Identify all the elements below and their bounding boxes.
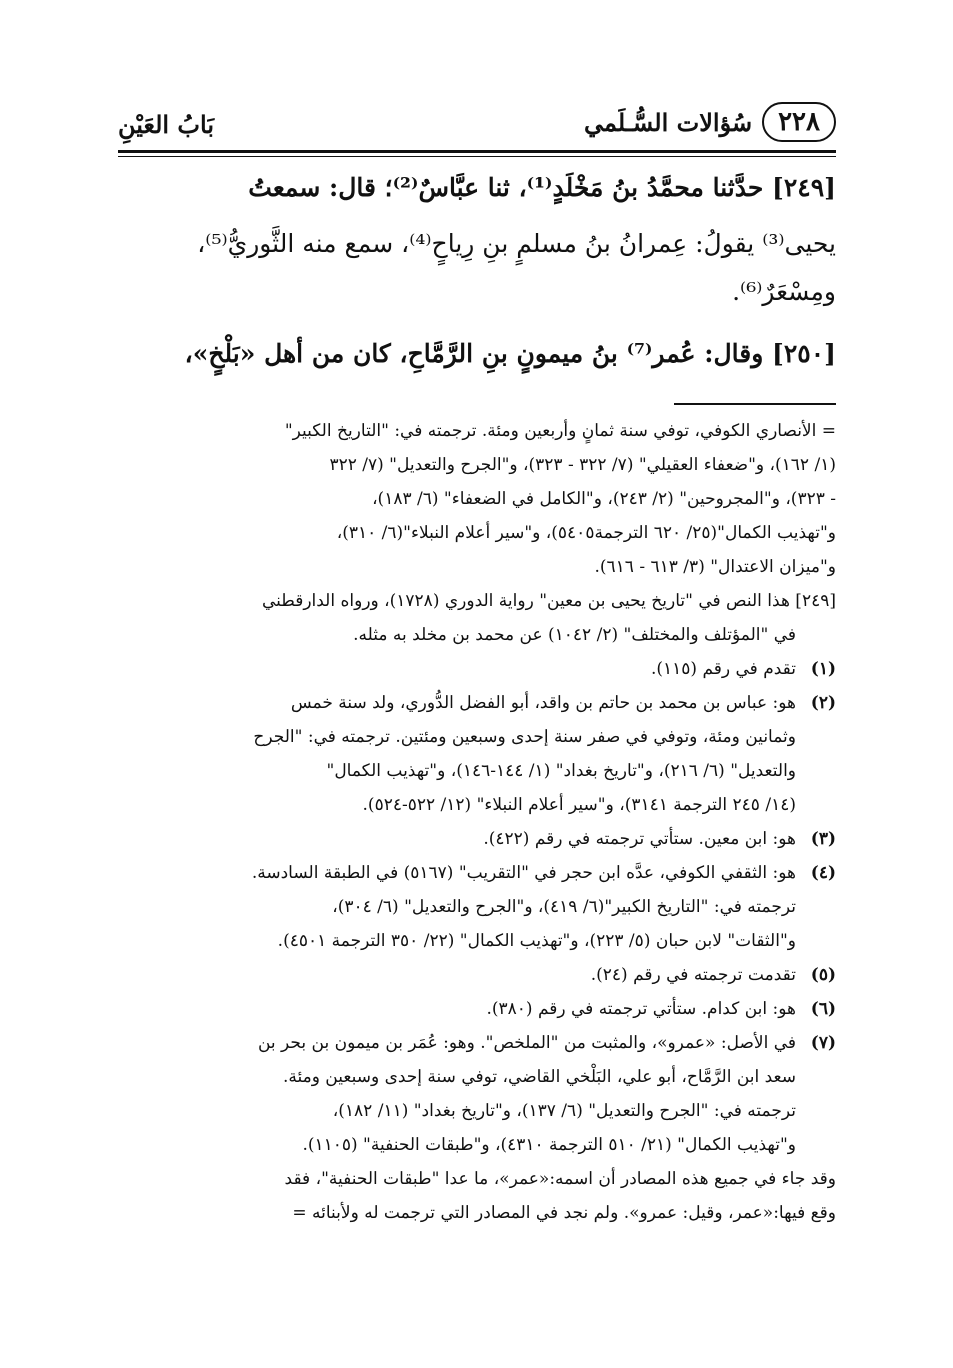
note-line: ترجمته في: "الجرح والتعديل" (٦/ ١٣٧)، و"تاريخ بغداد" (١١/ ١٨٢)، [332,1101,796,1121]
note-line: (١/ ١٦٢)، و"ضعفاء العقيلي" (٧/ ٣٢٢ - ٣٢٣)، و"الجرح والتعديل" (٧/ ٣٢٢ [329,455,836,475]
note-line: تقدم في رقم (١١٥). [650,659,796,679]
footnote-number: (٢) [810,693,836,713]
note-line: وثمانين ومئة، وتوفي في صفر سنة إحدى وسبعين ومئتين. ترجمته في: "الجرح [253,727,796,747]
book-title: سُؤالات السُّـلَمي [584,107,753,137]
section-title: بَابُ العَيْنِ [118,110,215,139]
text-line: يحيى⁽³⁾ يقولُ: عِمرانُ بنُ مسلمٍ بنِ رِياحٍ⁽⁴⁾، سمع منه الثَّوريُّ⁽⁵⁾، [197,229,836,258]
footnote-3 [118,822,836,856]
footnote-6 [118,992,836,1026]
main-text [118,160,836,382]
note-line: تقدمت ترجمته في رقم (٢٤). [590,965,796,985]
header-right-group [584,102,836,142]
text-line: ومِسْعَرٌ⁽⁶⁾. [732,277,836,306]
footnotes [118,414,836,1230]
footnote-2 [118,686,836,822]
note-line: والتعديل" (٦/ ٢١٦)، و"تاريخ بغداد" (١/ ١٤٤-١٤٦)، و"تهذيب الكمال" [326,761,796,781]
page-header [118,96,836,148]
text-line: [٢٥٠] وقال: عُمر⁽⁷⁾ بنُ ميمونٍ بنِ الرَّمَّاحِ، كان من أهل «بَلْخٍ»، [184,339,836,368]
note-line: هو: ابن معين. ستأتي ترجمته في رقم (٤٢٢). [483,829,796,849]
note-line: ترجمته في: "التاريخ الكبير"(٦/ ٤١٩)، و"الجرح والتعديل" (٦/ ٣٠٤)، [332,897,796,917]
text-line: [٢٤٩] حدَّثنا محمَّدُ بنُ مَخْلَدٍ⁽¹⁾، ثنا عبَّاسٌ⁽²⁾؛ قال: سمعتُ [248,173,836,202]
footnote-number: (٣) [810,829,836,849]
footnote-number: (١) [810,659,836,679]
note-line: = الأنصاري الكوفي، توفي سنة ثمانٍ وأربعين ومئة. ترجمته في: "التاريخ الكبير" [284,421,836,441]
footnote-5 [118,958,836,992]
note-line: في "المؤتلف والمختلف" (٢/ ١٠٤٢) عن محمد بن مخلد به مثله. [353,625,796,645]
note-line: و"الثقات" لابن حبان (٥/ ٢٢٣)، و"تهذيب الكمال" (٢٢/ ٣٥٠ الترجمة ٤٥٠١). [277,931,796,951]
note-line: وقع فيها:«عمر، وقيل: عمرو». ولم نجد في المصادر التي ترجمت له ولأبنائه = [292,1203,836,1223]
note-line: هو: الثقفي الكوفي، عدَّه ابن حجر في "التقريب" (٥١٦٧) في الطبقة السادسة. [251,863,796,883]
note-line: هو: عباس بن محمد بن حاتم بن واقد، أبو الفضل الدُّوري، ولد سنة خمس [290,693,796,713]
footnote-7 [118,1026,836,1162]
header-rule-thick [118,150,836,153]
note-line: في الأصل: «عمرو»، والمثبت من "الملخص". وهو: عُمَر بن ميمون بن بحر بن [257,1033,796,1053]
note-line: و"تهذيب الكمال"(٢٥/ ٦٢٠ الترجمة٥٤٠٥)، و"سير أعلام النبلاء"(٦/ ٣١٠)، [336,523,836,543]
note-line: و"تهذيب الكمال" (٢١/ ٥١٠ الترجمة ٤٣١٠)، و"طبقات الحنفية" (١١٠٥). [302,1135,796,1155]
note-line: - ٣٢٣)، و"المجروحين" (٢/ ٢٤٣)، و"الكامل في الضعفاء" (٦/ ١٨٣)، [372,489,836,509]
footnote-1 [118,652,836,686]
footnote-separator [674,403,836,405]
page-number: ٢٢٨ [762,102,836,142]
note-line: سعد ابن الرَّمَّاح، أبو علي، البَلْخي القاضي، توفي سنة إحدى وسبعين ومئة. [282,1067,796,1087]
note-line: [٢٤٩] هذا النص في "تاريخ يحيى بن معين" رواية الدوري (١٧٢٨)، ورواه الدارقطني [261,591,836,611]
footnote-number: (٧) [810,1033,836,1053]
footnote-4 [118,856,836,958]
note-line: وقد جاء في جميع هذه المصادر أن اسمه:«عمر»، ما عدا "طبقات الحنفية"، فقد [284,1169,836,1189]
footnote-number: (٥) [810,965,836,985]
note-line: هو: ابن كدام. ستأتي ترجمته في رقم (٣٨٠). [486,999,796,1019]
note-line: و"ميزان الاعتدال" (٣/ ٦١٣ - ٦١٦). [594,557,836,577]
header-rule-thin [118,156,836,157]
footnote-number: (٤) [810,863,836,883]
note-line: (١٤/ ٢٤٥ الترجمة ٣١٤١)، و"سير أعلام النبلاء" (١٢/ ٥٢٢-٥٢٤). [362,795,796,815]
footnote-number: (٦) [810,999,836,1019]
